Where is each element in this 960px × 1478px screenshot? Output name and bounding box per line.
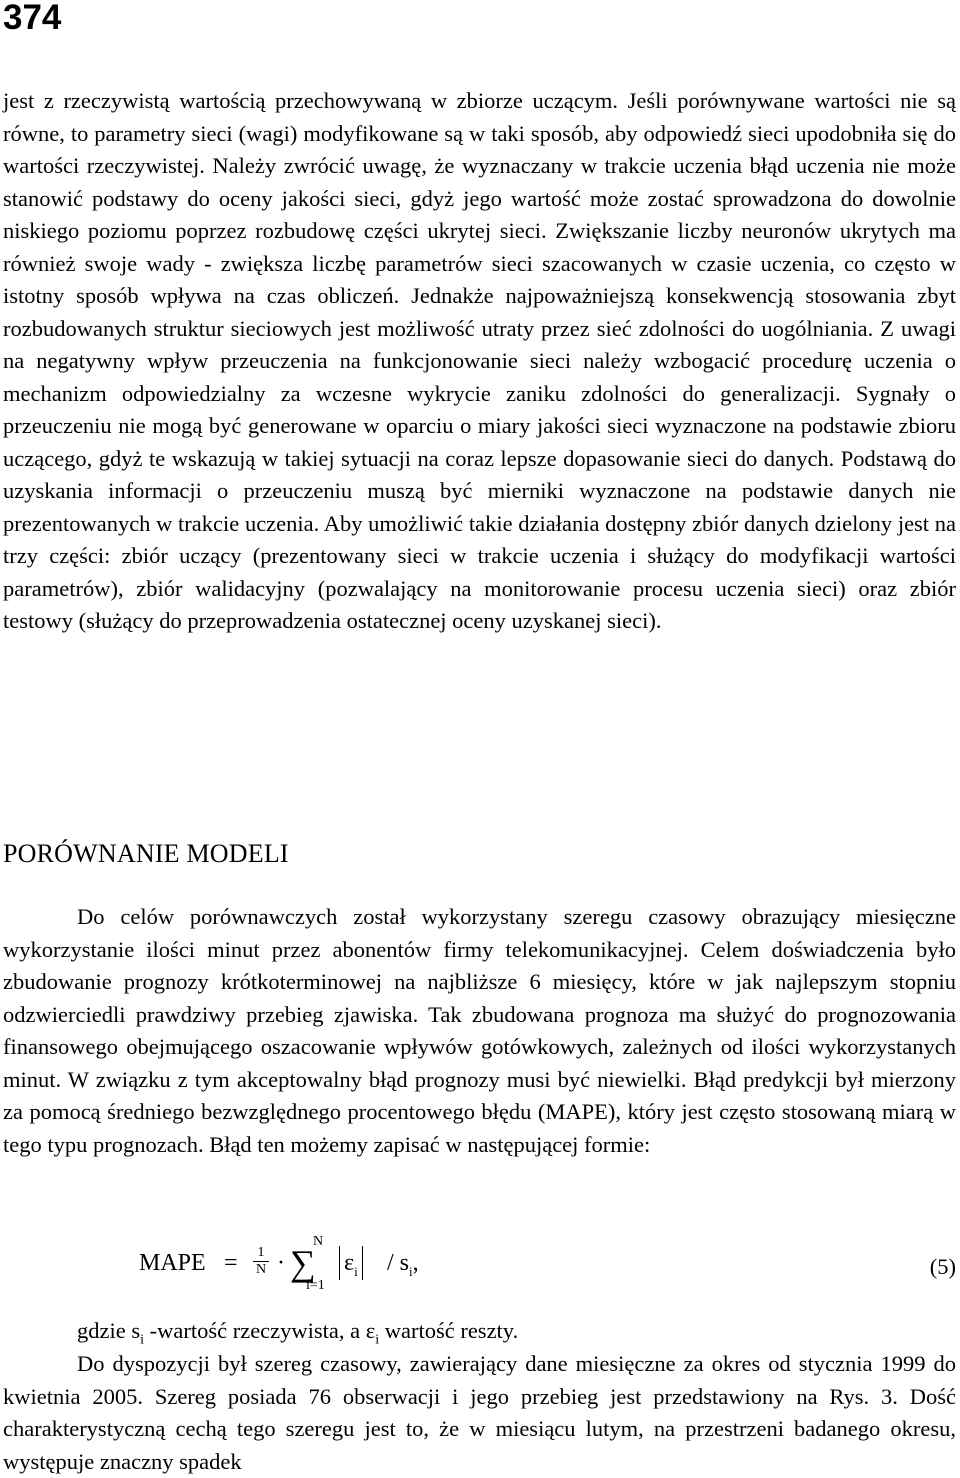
epsilon-symbol: ε <box>344 1250 355 1276</box>
absolute-residual <box>339 1246 363 1280</box>
formula-comma: , <box>412 1250 419 1276</box>
fraction-numerator: 1 <box>253 1246 269 1262</box>
formula-divisor <box>387 1250 419 1280</box>
summation-upper-limit: N <box>313 1234 324 1249</box>
formula-lhs: MAPE <box>139 1250 206 1276</box>
where-part-1: gdzie s <box>77 1318 141 1343</box>
s-symbol: s <box>399 1250 410 1276</box>
formula-equals: = <box>224 1250 238 1276</box>
summation-lower-limit: i=1 <box>306 1278 325 1293</box>
slash-symbol: / <box>387 1250 394 1276</box>
formula-dot: · <box>277 1250 285 1276</box>
section-heading: PORÓWNANIE MODELI <box>3 839 289 868</box>
formula-fraction <box>253 1246 269 1277</box>
where-sub-1: i <box>140 1332 144 1348</box>
equation-block <box>3 1232 958 1298</box>
paragraph-1: jest z rzeczywistą wartością przechowywaną w zbiorze uczącym. Jeśli porównywane wartości nie są równe, to parametry sieci (wagi) modyfikowane są w taki sposób, aby odpowiedź sieci upodobniła się do wartości rzeczywistej. Należy zwrócić uwagę, że wyznaczany w trakcie uczenia błąd uczenia nie może stanowić podstawy do oceny jakości sieci, gdyż jego wartość może zostać sprowadzona do dowolnie niskiego poziomu poprzez rozbudowę części ukrytej sieci. Zwiększanie liczby neuronów ukrytych ma również swoje wady - zwiększa liczbę parametrów sieci szacowanych w czasie uczenia, co często w istotny sposób wpływa na czas obliczeń. Jednakże najpoważniejszą konsekwencją stosowania zbyt rozbudowanych struktur sieciowych jest możliwość utraty przez sieć zdolności do uogólniania. Z uwagi na negatywny wpływ przeuczenia na funkcjonowanie sieci należy wzbogacić procedurę uczenia o mechanizm odpowiedzialny za wczesne wykrycie zaniku zdolności do generalizacji. Sygnały o przeuczeniu nie mogą być generowane w oparciu o miary jakości sieci wyznaczone na podstawie zbioru uczącego, gdyż te wskazują w takiej sytuacji na coraz lepsze dopasowanie sieci do danych. Podstawą do uzyskania informacji o przeuczeniu muszą być mierniki wyznaczone na podstawie danych nie prezentowanych w trakcie uczenia. Aby umożliwić takie działania dostępny zbiór danych dzielony jest na trzy części: zbiór uczący (prezentowany sieci w trakcie uczenia i służący do modyfikacji wartości parametrów), zbiór walidacyjny (pozwalający na monitorowanie procesu uczenia sieci) oraz zbiór testowy (służący do przeprowadzenia ostatecznej oceny uzyskanej sieci). <box>3 88 956 633</box>
paragraph-2: Do celów porównawczych został wykorzystany szeregu czasowy obrazujący miesięczne wykorzystanie ilości minut przez abonentów firmy telekomunikacyjnej. Celem doświadczenia było zbudowanie prognozy krótkoterminowej na najbliższe 6 miesięcy, które w jak najlepszym stopniu odzwierciedli prawdziwy przebieg zjawiska. Tak zbudowana prognoza ma służyć do prognozowania finansowego obejmującego oszacowanie wpływów gotówkowych, zależnych od ilości wykorzystanych minut. W związku z tym akceptowalny błąd prognozy musi być niewielki. Błąd predykcji był mierzony za pomocą średniego bezwzględnego procentowego błędu (MAPE), który jest często stosowaną miarą w tego typu prognozach. Błąd ten możemy zapisać w następującej formie: <box>3 904 956 1157</box>
s-subscript: i <box>409 1263 413 1279</box>
summation-symbol: ∑ <box>290 1243 316 1283</box>
page-number: 374 <box>3 0 62 37</box>
fraction-denominator: N <box>255 1262 267 1277</box>
where-part-2: -wartość rzeczywista, a ε <box>144 1318 376 1343</box>
where-part-3: wartość reszty. <box>379 1318 519 1343</box>
epsilon-subscript: i <box>354 1263 358 1279</box>
where-sub-2: i <box>375 1332 380 1348</box>
equation-number: (5) <box>929 1254 956 1279</box>
paragraph-3: Do dyspozycji był szereg czasowy, zawierający dane miesięczne za okres od stycznia 1999 do kwietnia 2005. Szereg posiada 76 obserwacji i jego przebieg jest przedstawiony na Rys. 3. Dość charakterystyczną cechą tego szeregu jest to, że w miesiącu lutym, na przestrzeni badanego okresu, występuje znaczny spadek <box>3 1351 956 1474</box>
